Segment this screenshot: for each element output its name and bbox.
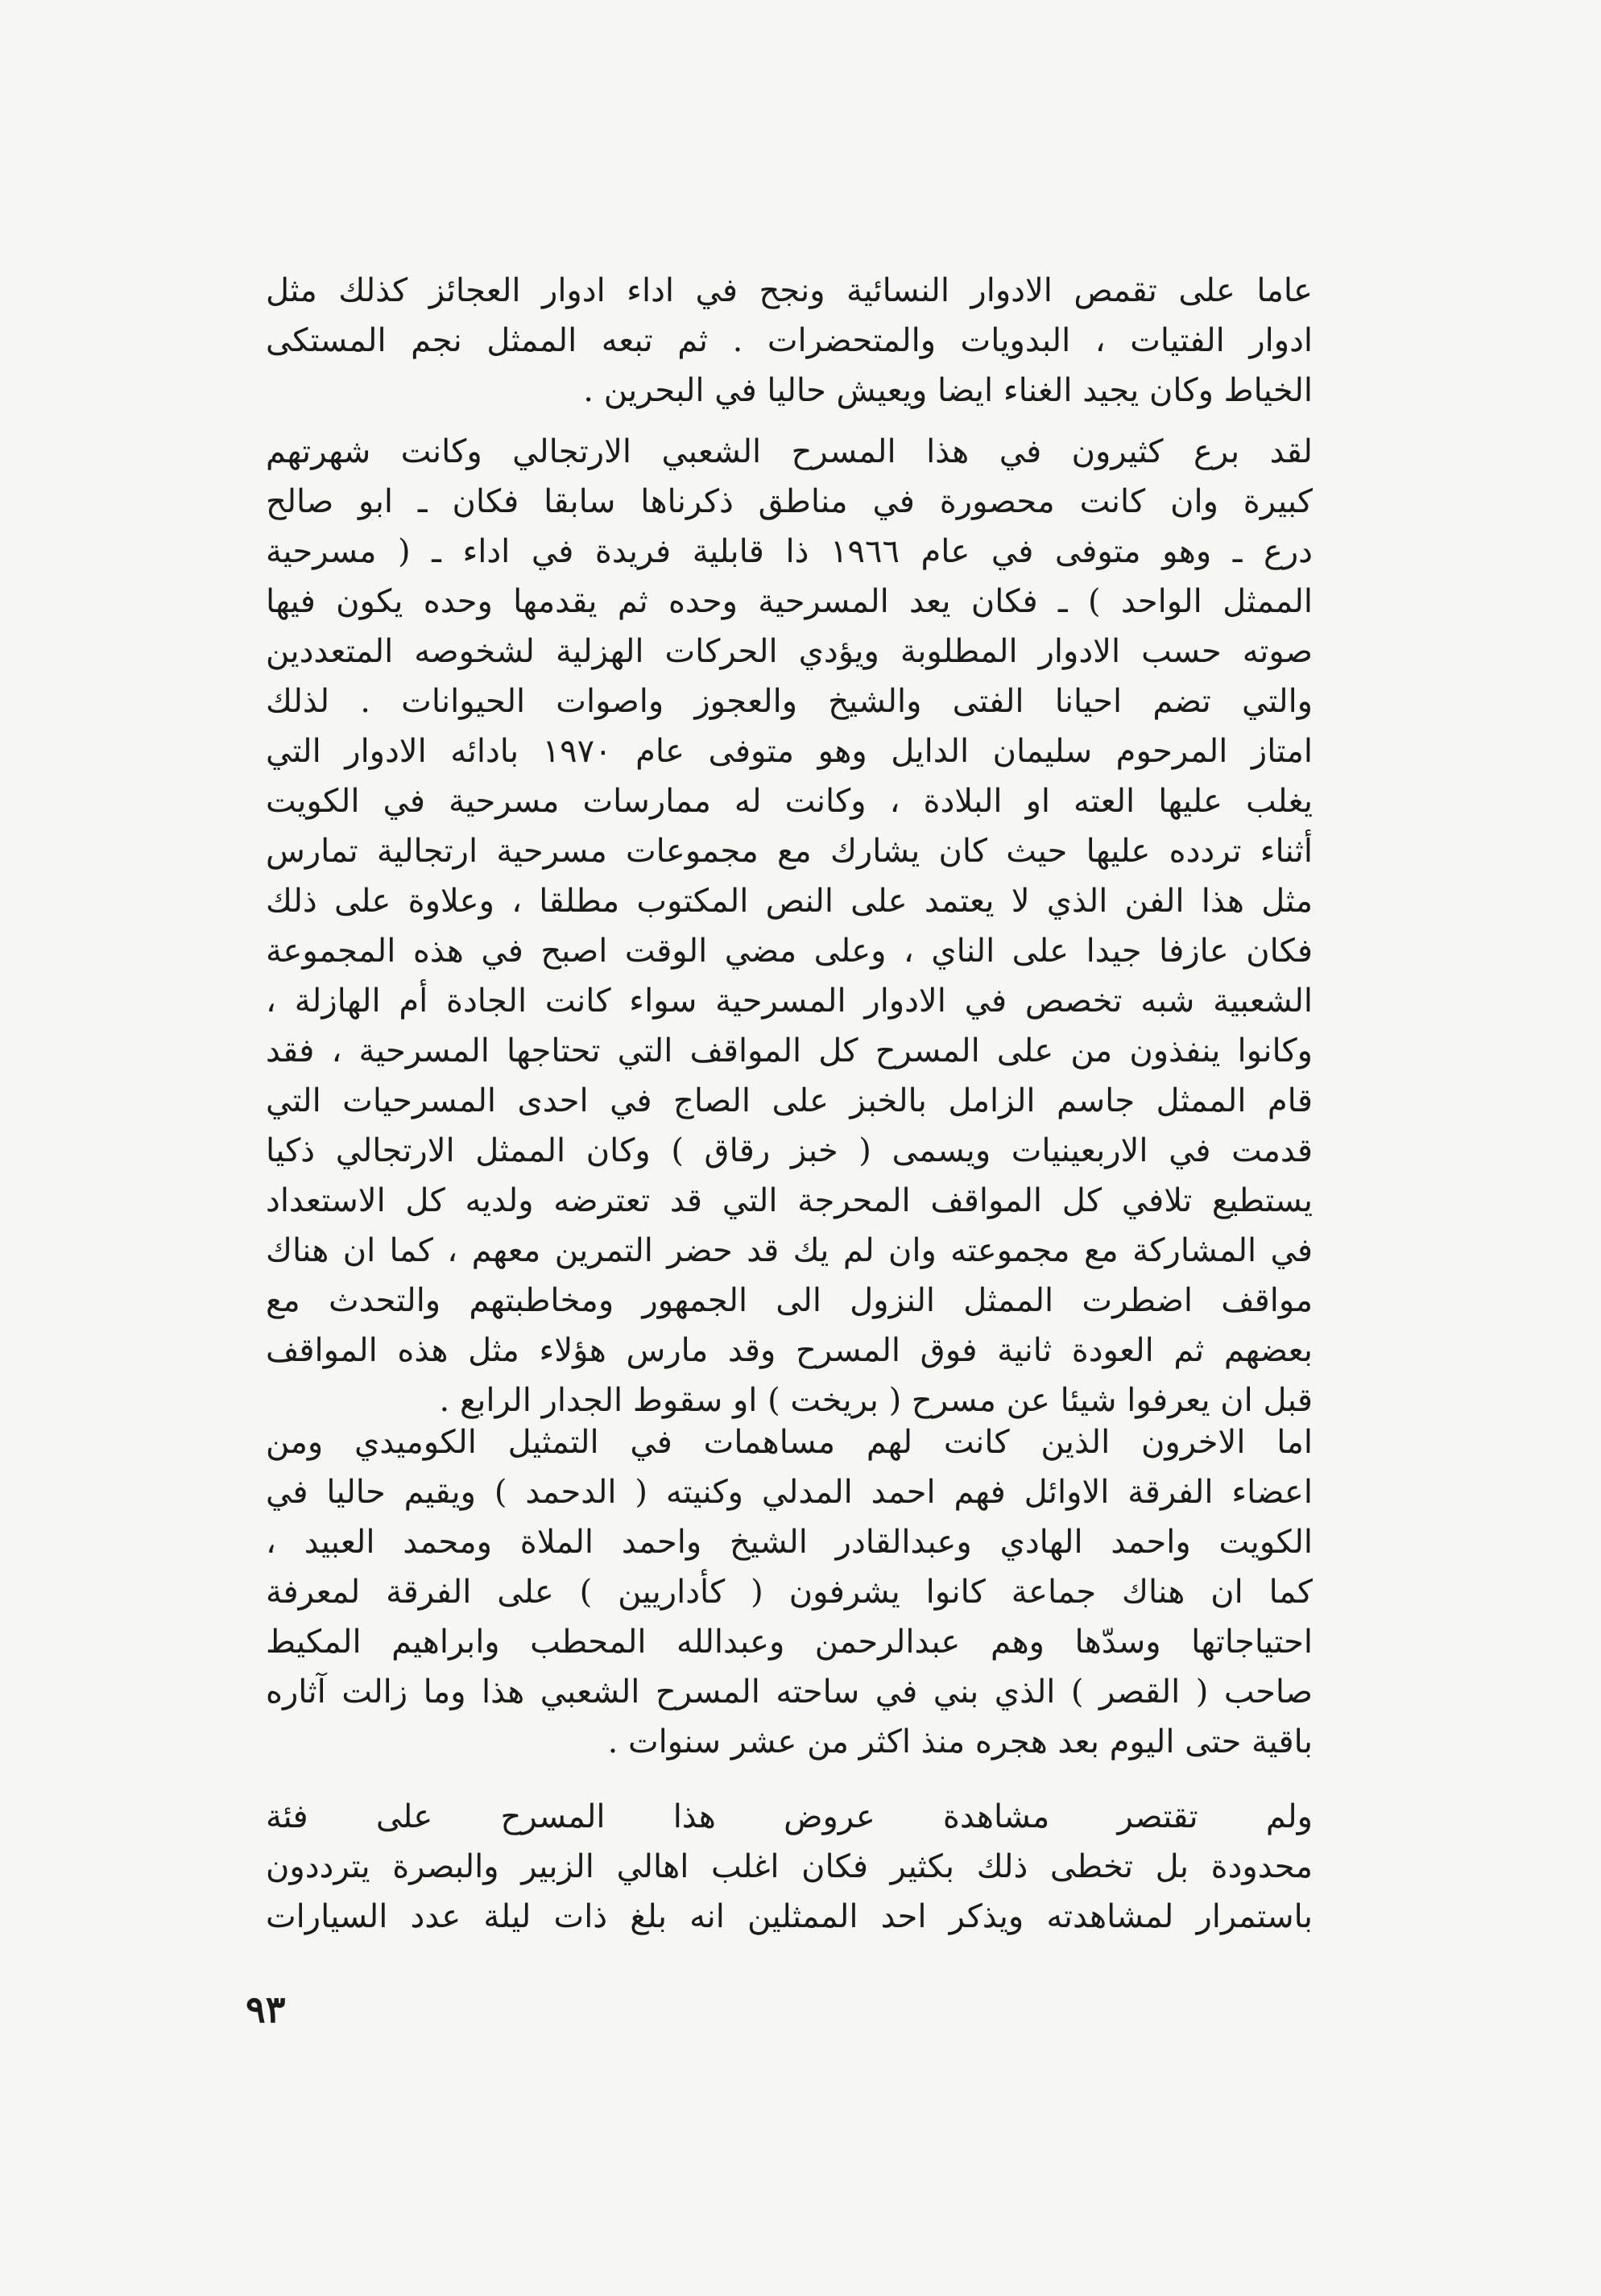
text-line: والتي تضم احيانا الفتى والشيخ والعجوز واصوات الحيوانات . لذلك xyxy=(266,683,1313,720)
text-line: صوته حسب الادوار المطلوبة ويؤدي الحركات الهزلية لشخوصه المتعددين xyxy=(266,633,1313,670)
text-line: الشعبية شبه تخصص في الادوار المسرحية سواء كانت الجادة أم الهازلة ، xyxy=(266,983,1313,1020)
paragraph-1 xyxy=(266,266,1313,416)
text-line: درع ـ وهو متوفى في عام ١٩٦٦ ذا قابلية فريدة في اداء ـ ( مسرحية xyxy=(266,533,1313,570)
text-line: لقد برع كثيرون في هذا المسرح الشعبي الارتجالي وكانت شهرتهم xyxy=(266,433,1313,470)
text-line: مثل هذا الفن الذي لا يعتمد على النص المكتوب مطلقا ، وعلاوة على ذلك xyxy=(266,883,1313,920)
text-line: امتاز المرحوم سليمان الدايل وهو متوفى عام ١٩٧٠ بادائه الادوار التي xyxy=(266,733,1313,770)
paragraph-3 xyxy=(266,1417,1313,1767)
paragraph-4 xyxy=(266,1792,1313,1942)
text-line: اما الاخرون الذين كانت لهم مساهمات في التمثيل الكوميدي ومن xyxy=(266,1424,1313,1461)
text-line: في المشاركة مع مجموعته وان لم يك قد حضر التمرين معهم ، كما ان هناك xyxy=(266,1232,1313,1269)
text-line: قدمت في الاربعينيات ويسمى ( خبز رقاق ) وكان الممثل الارتجالي ذكيا xyxy=(266,1132,1313,1169)
text-line: يستطيع تلافي كل المواقف المحرجة التي قد تعترضه ولديه كل الاستعداد xyxy=(266,1182,1313,1219)
text-line: عاما على تقمص الادوار النسائية ونجح في اداء ادوار العجائز كذلك مثل xyxy=(266,272,1313,309)
text-line: ادوار الفتيات ، البدويات والمتحضرات . ثم تبعه الممثل نجم المستكى xyxy=(266,322,1313,359)
text-line: فكان عازفا جيدا على الناي ، وعلى مضي الوقت اصبح في هذه المجموعة xyxy=(266,933,1313,970)
text-line: كما ان هناك جماعة كانوا يشرفون ( كأداريين ) على الفرقة لمعرفة xyxy=(266,1574,1313,1611)
text-line: الكويت واحمد الهادي وعبدالقادر الشيخ واحمد الملاة ومحمد العبيد ، xyxy=(266,1524,1313,1561)
text-line: الخياط وكان يجيد الغناء ايضا ويعيش حاليا في البحرين . xyxy=(583,372,1313,409)
text-line: قبل ان يعرفوا شيئا عن مسرح ( بريخت ) او سقوط الجدار الرابع . xyxy=(439,1382,1313,1419)
text-line: يغلب عليها العته او البلادة ، وكانت له ممارسات مسرحية في الكويت xyxy=(266,783,1313,820)
text-line: الممثل الواحد ) ـ فكان يعد المسرحية وحده ثم يقدمها وحده يكون فيها xyxy=(266,583,1313,620)
text-line: باستمرار لمشاهدته ويذكر احد الممثلين انه بلغ ذات ليلة عدد السيارات xyxy=(266,1898,1313,1935)
text-line: اعضاء الفرقة الاوائل فهم احمد المدلي وكنيته ( الدحمد ) ويقيم حاليا في xyxy=(266,1474,1313,1511)
text-line: صاحب ( القصر ) الذي بني في ساحته المسرح الشعبي هذا وما زالت آثاره xyxy=(266,1673,1313,1711)
paragraph-2 xyxy=(266,427,1313,1425)
text-line: أثناء تردده عليها حيث كان يشارك مع مجموعات مسرحية ارتجالية تمارس xyxy=(266,833,1313,870)
text-line: كبيرة وان كانت محصورة في مناطق ذكرناها سابقا فكان ـ ابو صالح xyxy=(266,483,1313,520)
text-line: مواقف اضطرت الممثل النزول الى الجمهور ومخاطبتهم والتحدث مع xyxy=(266,1282,1313,1319)
page-number: ٩٣ xyxy=(246,1988,286,2031)
text-line: بعضهم ثم العودة ثانية فوق المسرح وقد مارس هؤلاء مثل هذه المواقف xyxy=(266,1332,1313,1369)
text-line: باقية حتى اليوم بعد هجره منذ اكثر من عشر سنوات . xyxy=(607,1723,1313,1760)
text-line: قام الممثل جاسم الزامل بالخبز على الصاج في احدى المسرحيات التي xyxy=(266,1082,1313,1119)
text-line: وكانوا ينفذون من على المسرح كل المواقف التي تحتاجها المسرحية ، فقد xyxy=(266,1032,1313,1069)
text-line: ولم تقتصر مشاهدة عروض هذا المسرح على فئة xyxy=(266,1798,1313,1835)
text-line: احتياجاتها وسدّها وهم عبدالرحمن وعبدالله المحطب وابراهيم المكيط xyxy=(266,1624,1313,1661)
text-line: محدودة بل تخطى ذلك بكثير فكان اغلب اهالي الزبير والبصرة يترددون xyxy=(266,1848,1313,1885)
